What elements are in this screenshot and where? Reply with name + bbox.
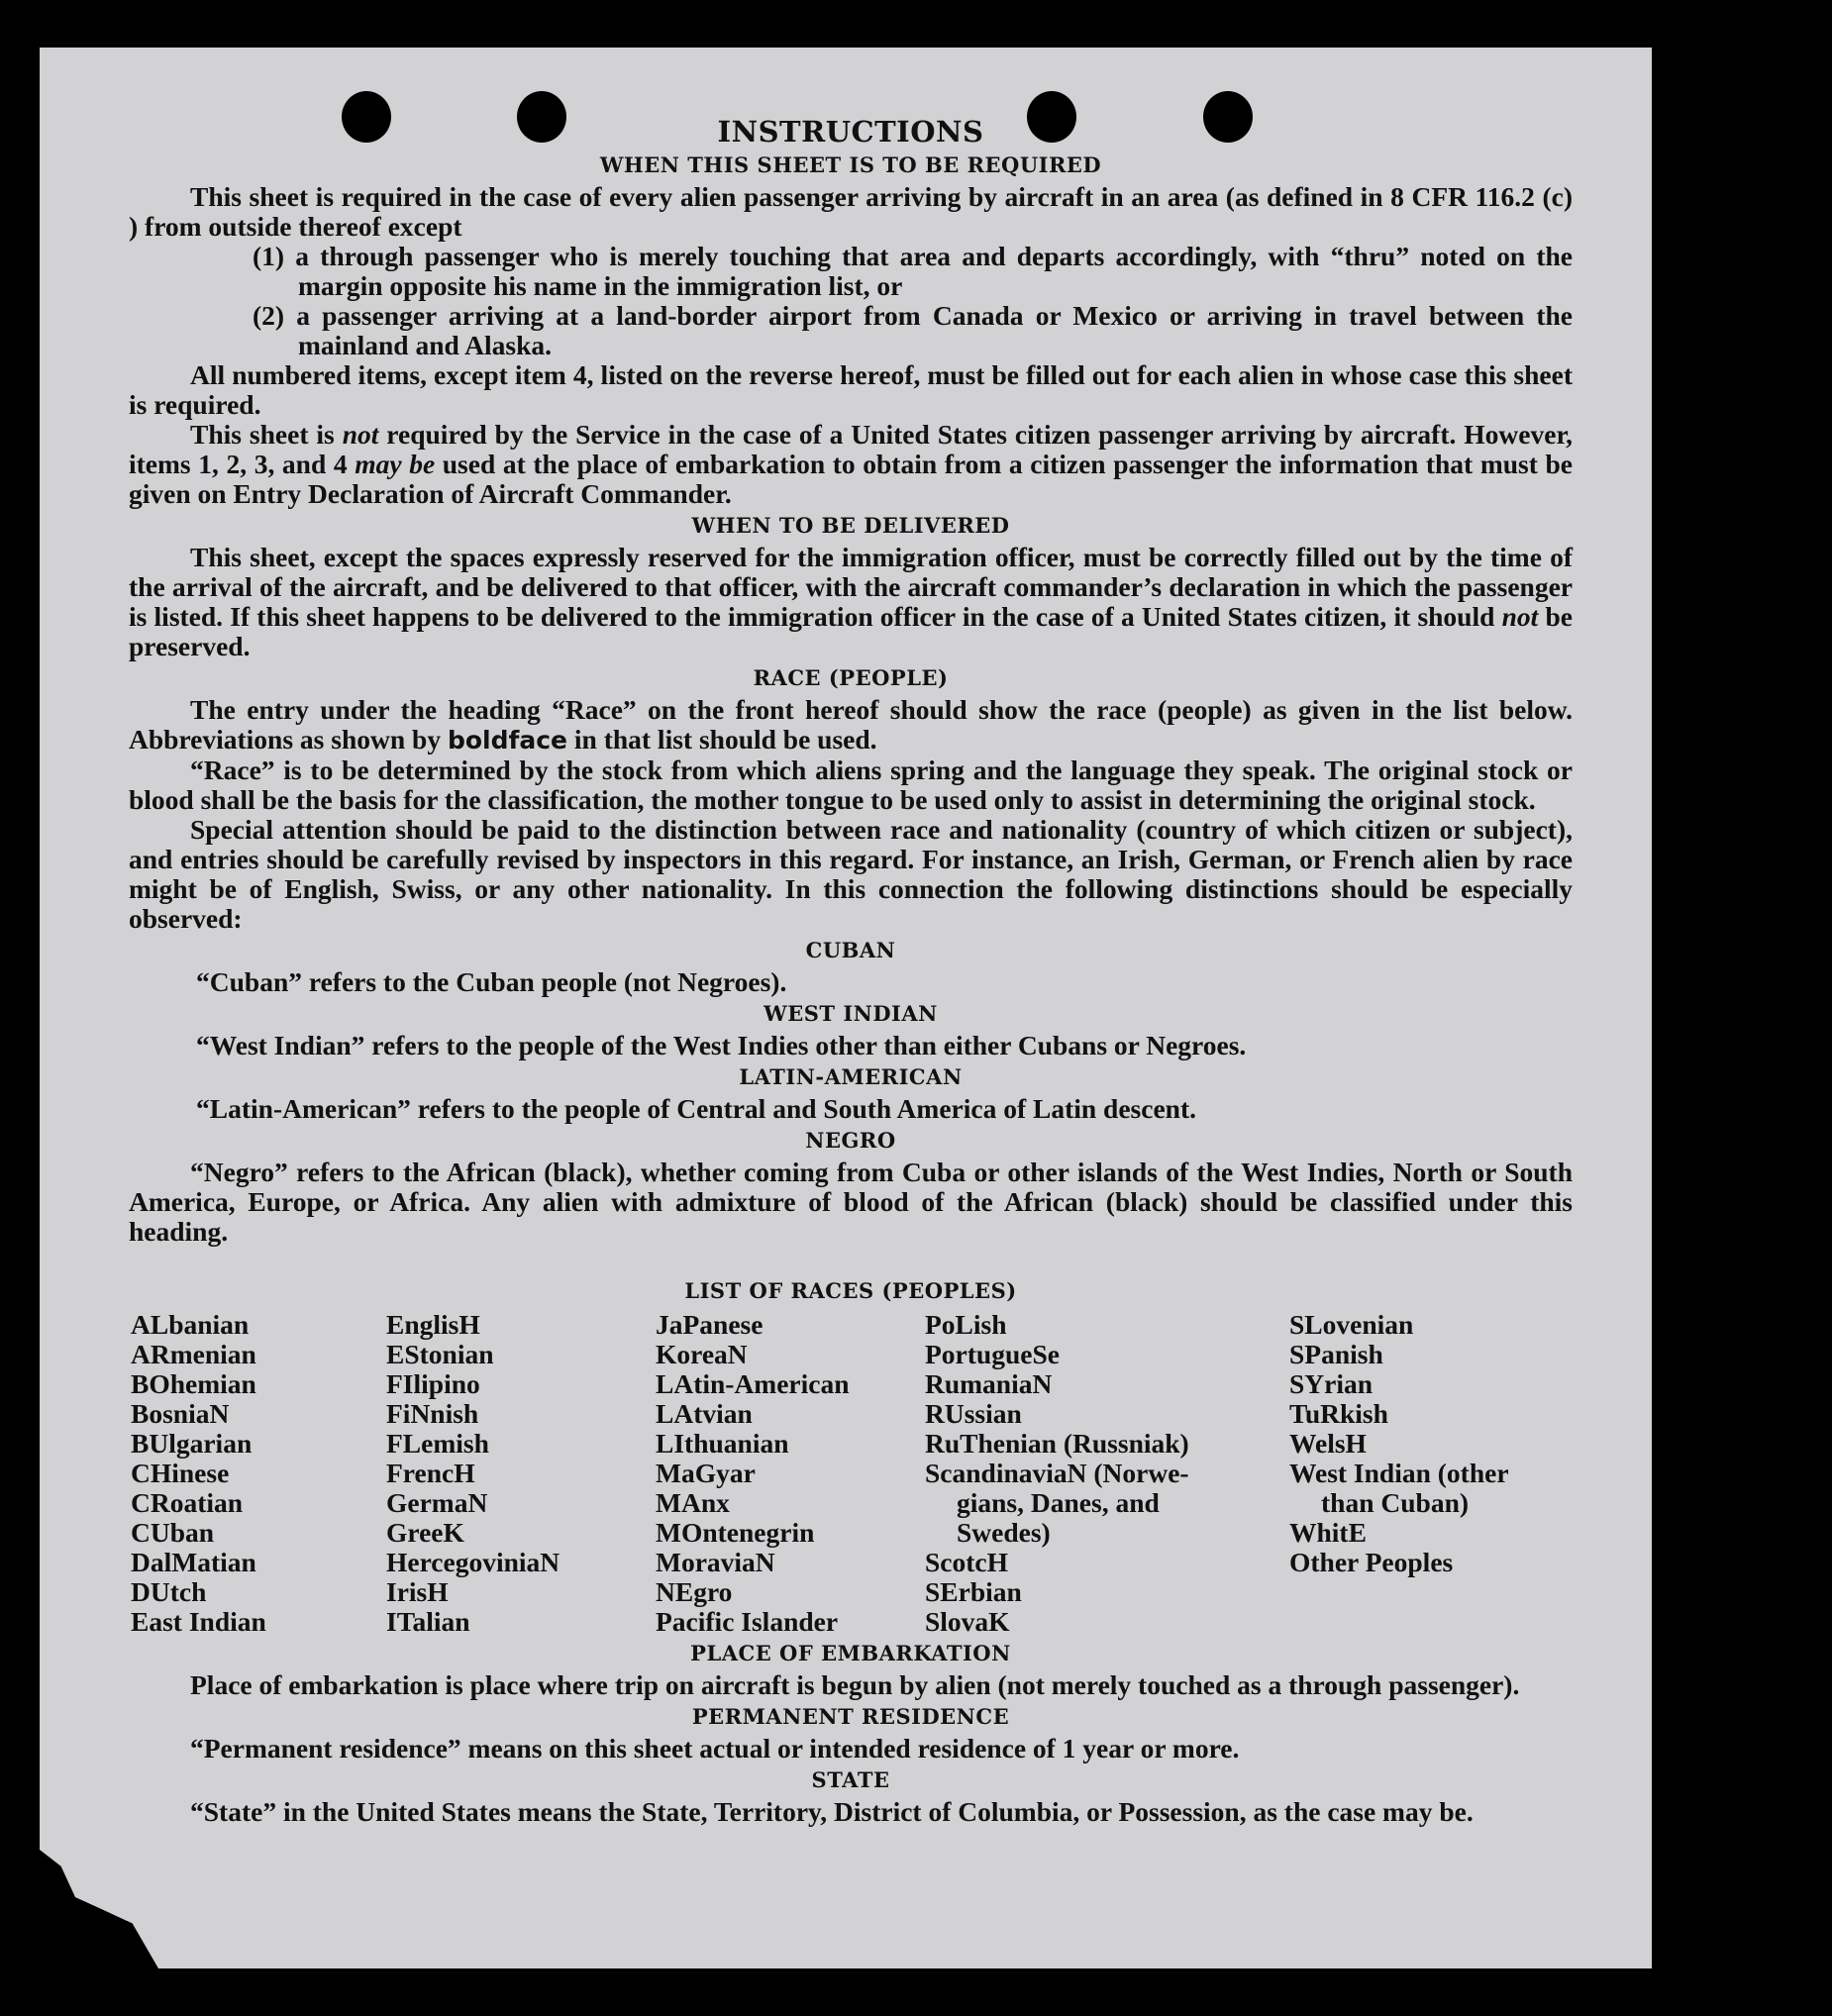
race-entry: East Indian [131, 1606, 266, 1637]
definition-text: “Cuban” refers to the Cuban people (not Negroes). [196, 966, 787, 997]
race-entry: ScotcH [925, 1547, 1009, 1577]
race-entry: SlovaK [925, 1606, 1010, 1637]
race-entry-continued: Swedes) [957, 1517, 1051, 1548]
race-entry: BUlgarian [131, 1428, 253, 1459]
race-entry: DalMatian [131, 1547, 256, 1577]
heading-permanent-residence: PERMANENT RESIDENCE [691, 1704, 1010, 1729]
race-entry-continued: than Cuban) [1321, 1487, 1470, 1518]
race-entry: SYrian [1289, 1368, 1374, 1399]
heading-when-required: WHEN THIS SHEET IS TO BE REQUIRED [599, 152, 1102, 177]
race-entry-continued: gians, Danes, and [957, 1487, 1160, 1518]
race-entry: CHinese [131, 1458, 230, 1488]
race-entry: JaPanese [656, 1309, 763, 1340]
paragraph: This sheet is not required by the Service in the case of a United States citizen passenger arriving by aircraft. However, items 1, 2, 3, and 4 may be used at the place of embarkation to obtain from a citizen passenger the information that must be given on Entry Declaration of Aircraft Commander. [129, 419, 1574, 509]
race-entry: BosniaN [131, 1398, 230, 1429]
paragraph: The entry under the heading “Race” on the front hereof should show the race (people) as given in the list below. Abbreviations as shown by boldface in that list should be used. [129, 694, 1573, 755]
race-entry: LAtvian [656, 1398, 753, 1429]
race-entry: FrencH [386, 1458, 475, 1488]
heading-negro: NEGRO [805, 1128, 896, 1153]
race-entry: DUtch [131, 1576, 207, 1607]
race-entry: LIthuanian [656, 1428, 789, 1459]
race-entry: MoraviaN [656, 1547, 775, 1577]
race-entry: MAnx [656, 1487, 730, 1518]
races-column-1 [131, 1310, 386, 1637]
race-entry: GreeK [386, 1517, 464, 1548]
races-column-5 [1289, 1310, 1567, 1637]
exception-item-1: (1) a through passenger who is merely touching that area and departs accordingly, with “thru” noted on the margin opposite his name in the immigration list, or [253, 241, 1573, 301]
race-entry: TuRkish [1289, 1398, 1388, 1429]
races-column-3 [656, 1310, 925, 1637]
exception-item-2: (2) a passenger arriving at a land-border airport from Canada or Mexico or arriving in travel between the mainland and Alaska. [253, 300, 1573, 360]
paragraph: This sheet is required in the case of every alien passenger arriving by aircraft in an area (as defined in 8 CFR 116.2 (c) ) from outside thereof except [129, 181, 1573, 242]
heading-latin-american: LATIN-AMERICAN [739, 1064, 963, 1089]
punch-hole [1027, 91, 1076, 143]
races-column-4 [925, 1310, 1289, 1637]
paragraph: “Race” is to be determined by the stock from which aliens spring and the language they speak. The original stock or blood shall be the basis for the classification, the mother tongue to be used only to assist in determining the original stock. [129, 755, 1573, 815]
race-entry: IrisH [386, 1576, 449, 1607]
punch-hole [342, 91, 391, 143]
heading-cuban: CUBAN [805, 938, 896, 962]
paragraph: Special attention should be paid to the distinction between race and nationality (country of which citizen or subject), and entries should be carefully revised by inspectors in this regard. For instance, an Irish, German, or French alien by race might be of English, Swiss, or any other nationality. In this connection the following distinctions should be especially observed: [129, 814, 1573, 934]
race-entry: LAtin-American [656, 1368, 850, 1399]
race-entry: WelsH [1289, 1428, 1367, 1459]
race-entry: RuThenian (Russniak) [925, 1428, 1189, 1459]
race-entry: CRoatian [131, 1487, 244, 1518]
paragraph: “Permanent residence” means on this sheet actual or intended residence of 1 year or more. [190, 1733, 1240, 1764]
race-entry: ALbanian [131, 1309, 250, 1340]
race-entry: West Indian (other [1289, 1458, 1509, 1488]
race-entry: KoreaN [656, 1339, 748, 1369]
instruction-sheet [40, 48, 1652, 1968]
punch-hole [517, 91, 566, 143]
race-entry: SErbian [925, 1576, 1022, 1607]
race-entry: BOhemian [131, 1368, 256, 1399]
race-entry: GermaN [386, 1487, 488, 1518]
paragraph: “State” in the United States means the State, Territory, District of Columbia, or Possession, as the case may be. [190, 1796, 1474, 1827]
paragraph: Place of embarkation is place where trip on aircraft is begun by alien (not merely touched as a through passenger). [190, 1669, 1520, 1700]
race-entry: PortugueSe [925, 1339, 1060, 1369]
race-entry: ITalian [386, 1606, 470, 1637]
race-entry: SLovenian [1289, 1309, 1414, 1340]
race-entry: Other Peoples [1289, 1547, 1454, 1577]
race-entry: FLemish [386, 1428, 489, 1459]
race-entry: EnglisH [386, 1309, 480, 1340]
race-entry: RumaniaN [925, 1368, 1053, 1399]
torn-corner [40, 1850, 158, 1968]
definition-text: “West Indian” refers to the people of the West Indies other than either Cubans or Negroes. [196, 1030, 1247, 1060]
race-entry: NEgro [656, 1576, 733, 1607]
heading-embarkation: PLACE OF EMBARKATION [690, 1641, 1011, 1665]
race-entry: FIlipino [386, 1368, 480, 1399]
race-entry: HercegoviniaN [386, 1547, 560, 1577]
race-entry: EStonian [386, 1339, 494, 1369]
race-entry: CUban [131, 1517, 215, 1548]
races-list [131, 1310, 1573, 1637]
heading-race: RACE (PEOPLE) [753, 665, 949, 690]
race-entry: ARmenian [131, 1339, 256, 1369]
heading-list-of-races: LIST OF RACES (PEOPLES) [684, 1278, 1017, 1303]
race-entry: FiNnish [386, 1398, 479, 1429]
race-entry: MOntenegrin [656, 1517, 815, 1548]
heading-when-delivered: WHEN TO BE DELIVERED [691, 513, 1010, 538]
race-entry: PoLish [925, 1309, 1007, 1340]
page-title: INSTRUCTIONS [717, 115, 984, 149]
definition-text: “Negro” refers to the African (black), whether coming from Cuba or other islands of the West Indies, North or South America, Europe, or Africa. Any alien with admixture of blood of the African (black) should be classified under this heading. [129, 1157, 1573, 1247]
paragraph: This sheet, except the spaces expressly reserved for the immigration officer, must be correctly filled out by the time of the arrival of the aircraft, and be delivered to that officer, with the aircraft commander’s declaration in which the passenger is listed. If this sheet happens to be delivered to the immigration officer in the case of a United States citizen, it should not be preserved. [129, 542, 1573, 661]
definition-text: “Latin-American” refers to the people of Central and South America of Latin descent. [196, 1093, 1196, 1124]
race-entry: SPanish [1289, 1339, 1383, 1369]
race-entry: ScandinaviaN (Norwe- [925, 1458, 1189, 1488]
punch-hole [1203, 91, 1253, 143]
heading-west-indian: WEST INDIAN [763, 1001, 938, 1026]
race-entry: Pacific Islander [656, 1606, 839, 1637]
paragraph: All numbered items, except item 4, listed on the reverse hereof, must be filled out for each alien in whose case this sheet is required. [129, 359, 1573, 420]
heading-state: STATE [811, 1767, 890, 1792]
races-column-2 [386, 1310, 656, 1637]
race-entry: WhitE [1289, 1517, 1367, 1548]
race-entry: RUssian [925, 1398, 1022, 1429]
race-entry: MaGyar [656, 1458, 756, 1488]
